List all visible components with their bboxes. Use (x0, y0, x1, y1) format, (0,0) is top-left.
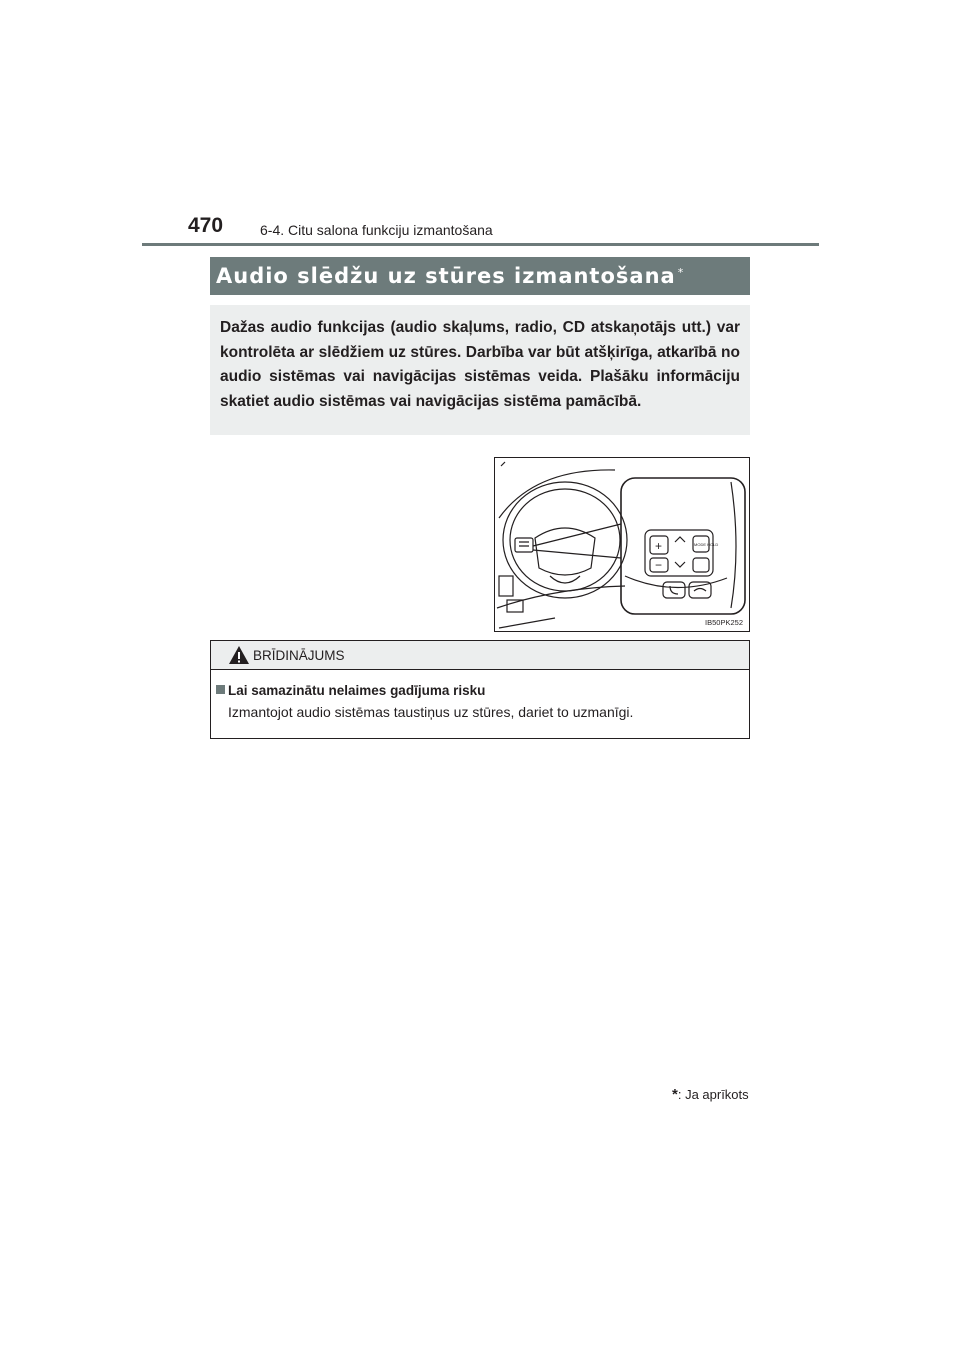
page-number: 470 (188, 214, 224, 237)
footnote-marker: * (672, 1086, 678, 1103)
warning-header (211, 641, 749, 670)
header-divider (142, 243, 819, 246)
volume-down-label: − (655, 558, 663, 572)
section-title: Audio slēdžu uz stūres izmantošana (216, 264, 676, 288)
warning-box (210, 640, 750, 739)
mode-hold-label: MODE HOLD (694, 542, 719, 547)
warning-text: Izmantojot audio sistēmas taustiņus uz stūres, dariet to uzmanīgi. (228, 704, 634, 720)
steering-wheel-drawing (495, 458, 749, 631)
intro-text: Dažas audio funkcijas (audio skaļums, radio, CD atskaņotājs utt.) var kontrolēta ar slēdžiem uz stūres. Darbība var būt atšķirīga, atkarībā no audio sistēmas vai navigācijas sistēmas veida. Plašāku informāciju skatiet audio sistēmas vai navigācijas sistēma pamācībā. (220, 319, 740, 410)
intro-box (210, 305, 750, 435)
steering-switch-illustration (494, 457, 750, 632)
illustration-code: IB50PK252 (705, 618, 743, 627)
bullet-square-icon (216, 685, 225, 694)
footnote-text: : Ja aprīkots (677, 1087, 749, 1102)
warning-subtitle: Lai samazinātu nelaimes gadījuma risku (228, 683, 486, 698)
equipment-marker: * (677, 266, 685, 279)
volume-up-label: + (655, 539, 663, 553)
section-label: 6-4. Citu salona funkciju izmantošana (260, 222, 493, 238)
warning-title: BRĪDINĀJUMS (253, 648, 345, 663)
footnote (672, 1086, 749, 1103)
warning-triangle-icon (228, 645, 250, 665)
section-title-bar (210, 257, 750, 295)
